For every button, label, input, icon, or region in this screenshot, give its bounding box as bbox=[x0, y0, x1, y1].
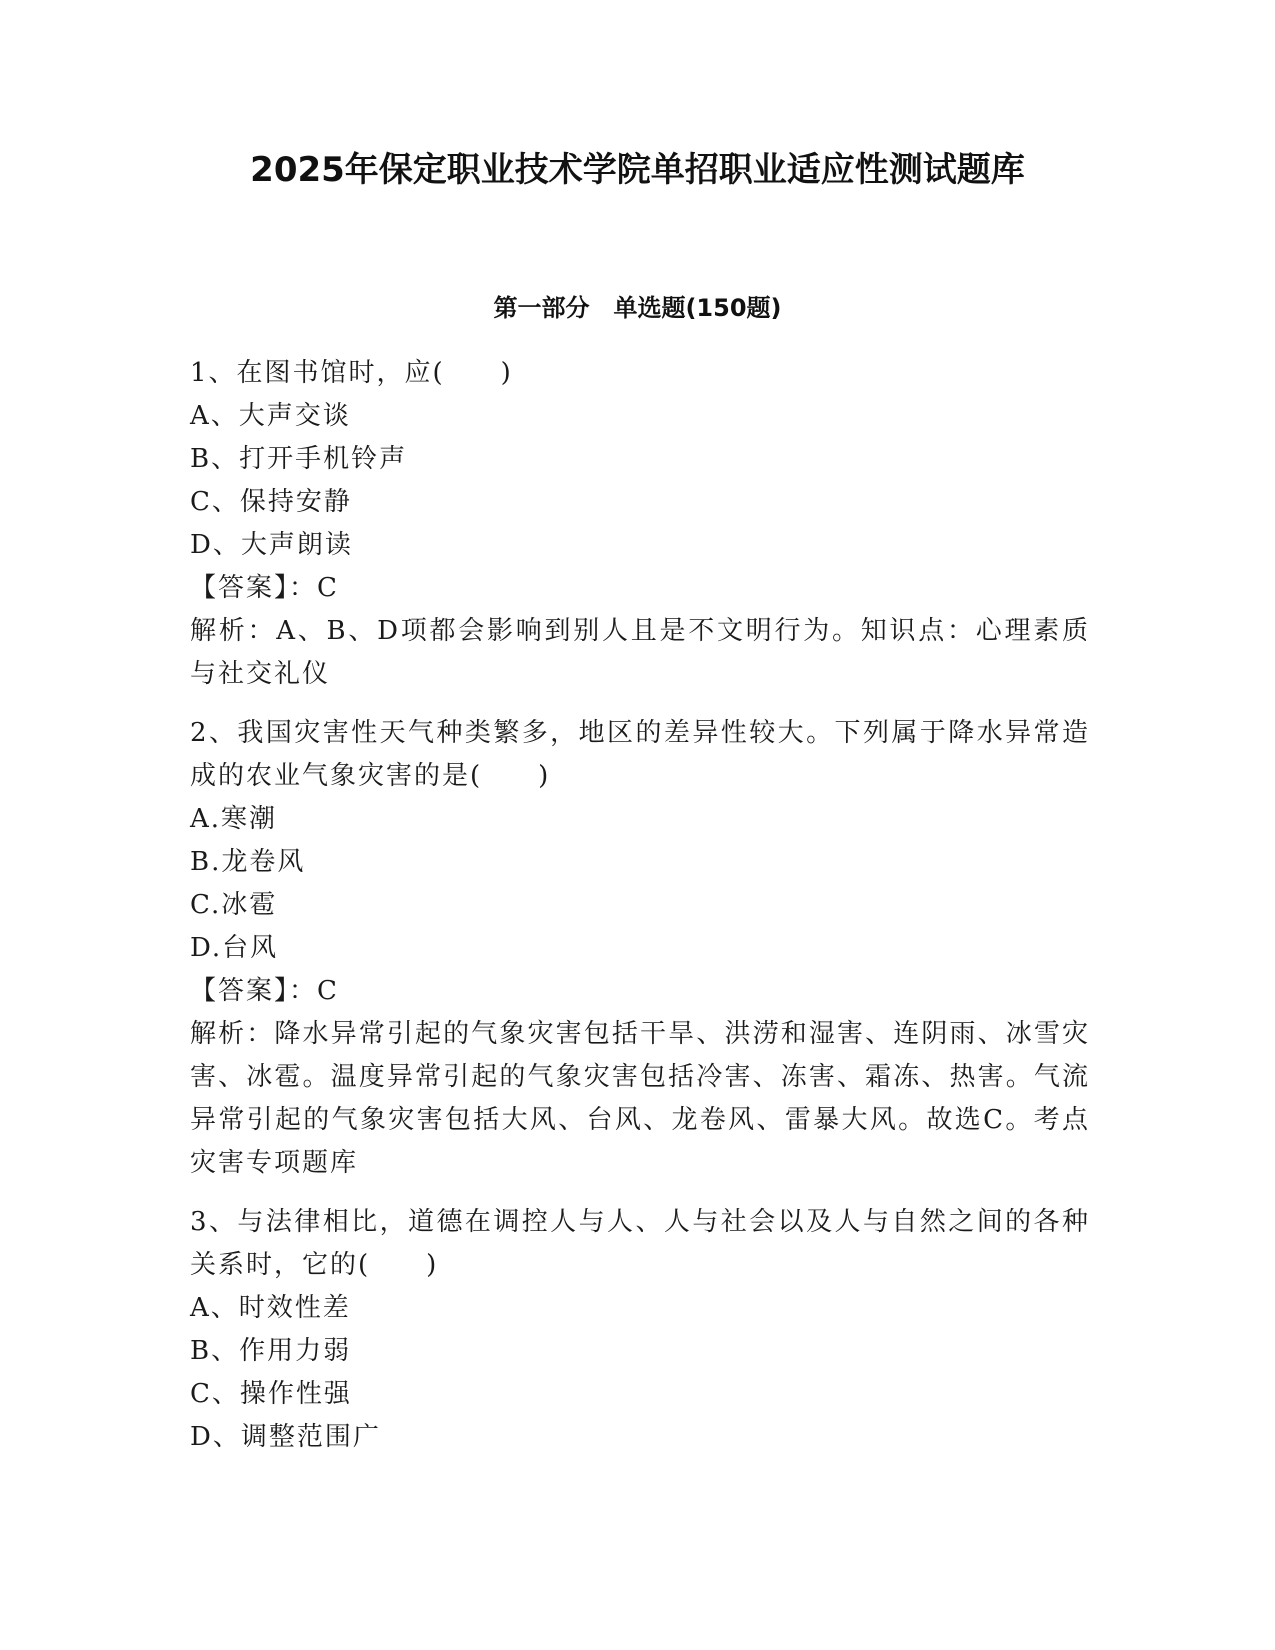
question-3 bbox=[190, 1201, 1090, 1459]
section-title: 第一部分 单选题(150题) bbox=[493, 294, 782, 322]
analysis-text: 解析：A、B、D项都会影响到别人且是不文明行为。知识点：心理素质与社交礼仪 bbox=[190, 616, 1090, 689]
question-stem: 1、在图书馆时，应( ) bbox=[190, 358, 513, 388]
question-stem: 2、我国灾害性天气种类繁多，地区的差异性较大。下列属于降水异常造成的农业气象灾害的是( ) bbox=[190, 718, 1090, 791]
option-a: A、大声交谈 bbox=[190, 401, 351, 431]
option-d: D、大声朗读 bbox=[190, 530, 353, 560]
option-d: D.台风 bbox=[190, 933, 279, 963]
question-2 bbox=[190, 712, 1090, 1185]
option-a: A.寒潮 bbox=[190, 804, 278, 834]
question-list bbox=[190, 352, 1090, 1475]
document-title: 2025年保定职业技术学院单招职业适应性测试题库 bbox=[250, 150, 1025, 190]
option-c: C、操作性强 bbox=[190, 1379, 352, 1409]
answer-line: 【答案】：C bbox=[190, 573, 339, 603]
question-1 bbox=[190, 352, 1090, 696]
question-stem: 3、与法律相比，道德在调控人与人、人与社会以及人与自然之间的各种关系时，它的( ) bbox=[190, 1207, 1090, 1280]
option-b: B、打开手机铃声 bbox=[190, 444, 408, 474]
option-d: D、调整范围广 bbox=[190, 1422, 381, 1452]
option-c: C、保持安静 bbox=[190, 487, 352, 517]
option-b: B.龙卷风 bbox=[190, 847, 306, 877]
option-a: A、时效性差 bbox=[190, 1293, 351, 1323]
option-b: B、作用力弱 bbox=[190, 1336, 352, 1366]
option-c: C.冰雹 bbox=[190, 890, 278, 920]
analysis-text: 解析：降水异常引起的气象灾害包括干旱、洪涝和湿害、连阴雨、冰雪灾害、冰雹。温度异常引起的气象灾害包括冷害、冻害、霜冻、热害。气流异常引起的气象灾害包括大风、台风、龙卷风、雷暴大风。故选C。考点灾害专项题库 bbox=[190, 1019, 1090, 1178]
answer-line: 【答案】：C bbox=[190, 976, 339, 1006]
